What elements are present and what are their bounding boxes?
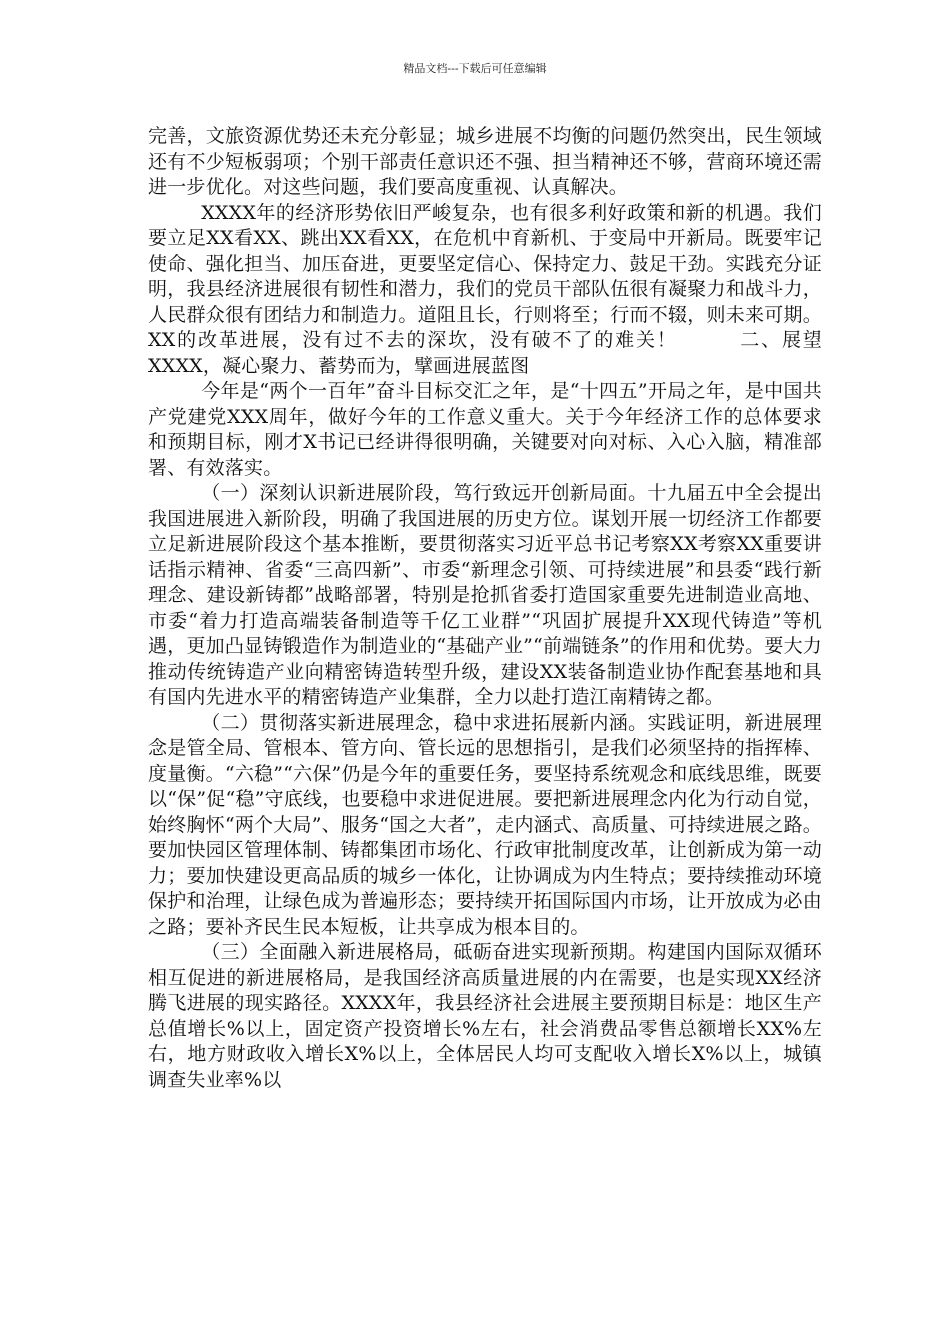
paragraph-3: 今年是“两个一百年”奋斗目标交汇之年，是“十四五”开局之年，是中国共产党建党XXX周年，做好今年的工作意义重大。关于今年经济工作的总体要求和预期目标，刚才X书记已经讲得很明确，关键要对向对标、入心入脑，精准部署、有效落实。 [148, 380, 822, 479]
paragraph-5: （二）贯彻落实新进展理念，稳中求进拓展新内涵。实践证明，新进展理念是管全局、管根本、管方向、管长远的思想指引，是我们必须坚持的指挥棒、度量衡。“六稳”“六保”仍是今年的重要任务，要坚持系统观念和底线思维，既要以“保”促“稳”守底线，也要稳中求进促进展。要把新进展理念内化为行动自觉，始终胸怀“两个大局”、服务“国之大者”，走内涵式、高质量、可持续进展之路。要加快园区管理体制、铸都集团市场化、行政审批制度改革，让创新成为第一动力；要加快建设更高品质的城乡一体化，让协调成为内生特点；要持续推动环境保护和治理，让绿色成为普遍形态；要持续开拓国际国内市场，让开放成为必由之路；要补齐民生民本短板，让共享成为根本目的。 [148, 711, 822, 938]
page-header: 精品文档---下载后可任意编辑 [403, 62, 547, 75]
paragraph-2: XXXX年的经济形势依旧严峻复杂，也有很多利好政策和新的机遇。我们要立足XX看XX、跳出XX看XX，在危机中育新机、于变局中开新局。既要牢记使命、强化担当、加压奋进，更要坚定信心、保持定力、鼓足干劲。实践充分证明，我县经济进展很有韧性和潜力，我们的党员干部队伍很有凝聚力和战斗力，人民群众很有团结力和制造力。道阻且长，行则将至；行而不辍，则未来可期。XX的改革进展，没有过不去的深坎，没有破不了的难关！ 二、展望XXXX，凝心聚力、蓄势而为，擘画进展蓝图 [148, 201, 822, 377]
document-body [148, 124, 822, 1093]
paragraph-6: （三）全面融入新进展格局，砥砺奋进实现新预期。构建国内国际双循环相互促进的新进展格局，是我国经济高质量进展的内在需要，也是实现XX经济腾飞进展的现实路径。XXXX年，我县经济社会进展主要预期目标是：地区生产总值增长%以上，固定资产投资增长%左右，社会消费品零售总额增长XX%左右，地方财政收入增长X%以上，全体居民人均可支配收入增长X%以上，城镇调查失业率%以 [148, 941, 822, 1091]
paragraph-4: （一）深刻认识新进展阶段，笃行致远开创新局面。十九届五中全会提出我国进展进入新阶段，明确了我国进展的历史方位。谋划开展一切经济工作都要立足新进展阶段这个基本推断，要贯彻落实习近平总书记考察XX考察XX重要讲话指示精神、省委“三高四新”、市委“新理念引领、可持续进展”和县委“践行新理念、建设新铸都”战略部署，特别是抢抓省委打造国家重要先进制造业高地、市委“着力打造高端装备制造等千亿工业群”“巩固扩展提升XX现代铸造”等机遇，更加凸显铸锻造作为制造业的“基础产业”“前端链条”的作用和优势。要大力推动传统铸造产业向精密铸造转型升级，建设XX装备制造业协作配套基地和具有国内先进水平的精密铸造产业集群，全力以赴打造江南精铸之都。 [148, 482, 822, 708]
paragraph-1: 完善，文旅资源优势还未充分彰显；城乡进展不均衡的问题仍然突出，民生领域还有不少短板弱项；个别干部责任意识还不强、担当精神还不够，营商环境还需进一步优化。对这些问题，我们要高度重视、认真解决。 [148, 125, 822, 198]
